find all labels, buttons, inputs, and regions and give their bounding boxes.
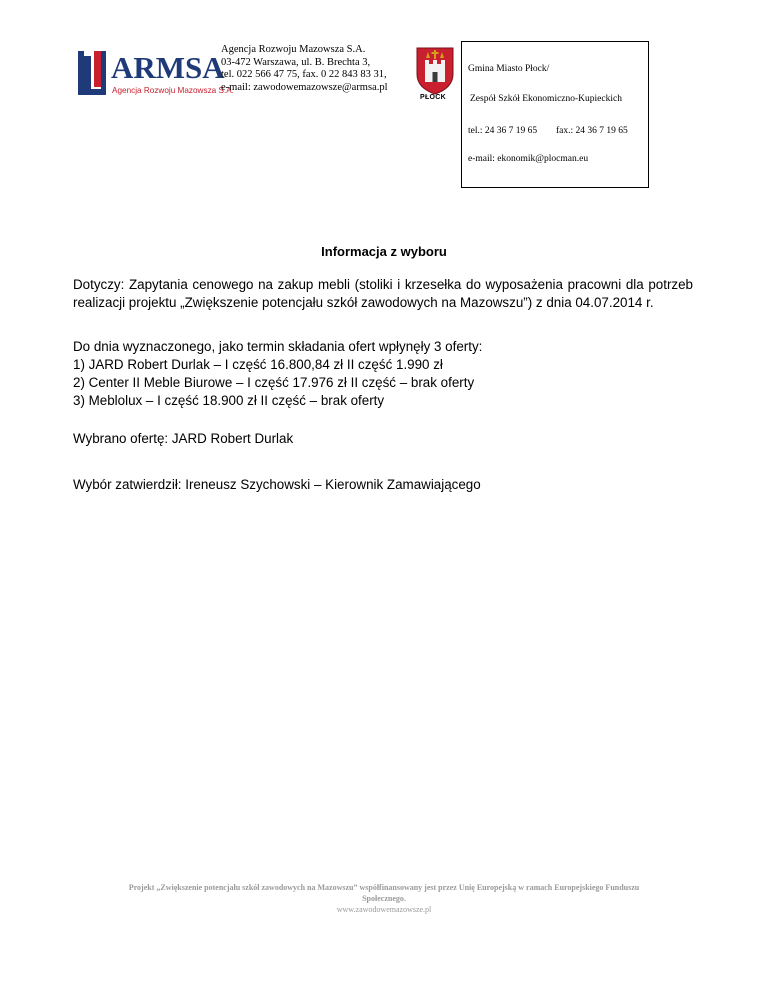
gmina-phone: tel.: 24 36 7 19 65 [468,126,538,136]
document-title: Informacja z wyboru [321,244,447,259]
crest-label: PŁOCK [420,94,446,101]
offer-item: 2) Center II Meble Biurowe – I część 17.976 zł II część – brak oferty [73,375,475,390]
footer-line: Projekt „Zwiększenie potencjału szkół zawodowych na Mazowszu” współfinansowany jest przez Unię Europejską w ramach Europejskiego Funduszu [128,883,640,892]
gmina-email: e-mail: ekonomik@plocman.eu [468,154,589,164]
armsa-logo [77,48,234,98]
approval-line: Wybór zatwierdził: Ireneusz Szychowski – Kierownik Zamawiającego [73,477,481,492]
page-footer [0,882,768,915]
armsa-address-line: 03-472 Warszawa, ul. B. Brechta 3, [221,56,371,68]
armsa-address-line: e-mail: zawodowemazowsze@armsa.pl [221,81,388,93]
subject-paragraph: Dotyczy: Zapytania cenowego na zakup mebli (stoliki i krzesełka do wyposażenia pracowni dla potrzeb realizacji projektu „Zwiększenie potencjału szkół zawodowych na Mazowszu”) z dnia 04.07.2014 r. [73,277,693,310]
selected-offer: Wybrano ofertę: JARD Robert Durlak [73,431,294,446]
armsa-address [221,44,388,94]
offer-item: 3) Meblolux – I część 18.900 zł II część – brak oferty [73,393,385,408]
school-name: Zespół Szkół Ekonomiczno-Kupieckich [470,94,622,104]
armsa-address-line: tel. 022 566 47 75, fax. 0 22 843 83 31, [221,69,387,80]
logo-wordmark: ARMSA [111,50,225,85]
armsa-address-line: Agencja Rozwoju Mazowsza S.A. [221,44,366,55]
gmina-contact-box [461,41,649,188]
gmina-fax: fax.: 24 36 7 19 65 [556,126,628,136]
gmina-name: Gmina Miasto Płock/ [468,64,550,74]
offer-item: 1) JARD Robert Durlak – I część 16.800,84 zł II część 1.990 zł [73,357,443,372]
offers-intro: Do dnia wyznaczonego, jako termin składania ofert wpłynęły 3 oferty: [73,339,483,354]
logo-subtitle: Agencja Rozwoju Mazowsza S.A. [112,86,234,95]
footer-line: Społecznego. [362,894,406,903]
footer-url: www.zawodowemazowsze.pl [336,905,432,914]
